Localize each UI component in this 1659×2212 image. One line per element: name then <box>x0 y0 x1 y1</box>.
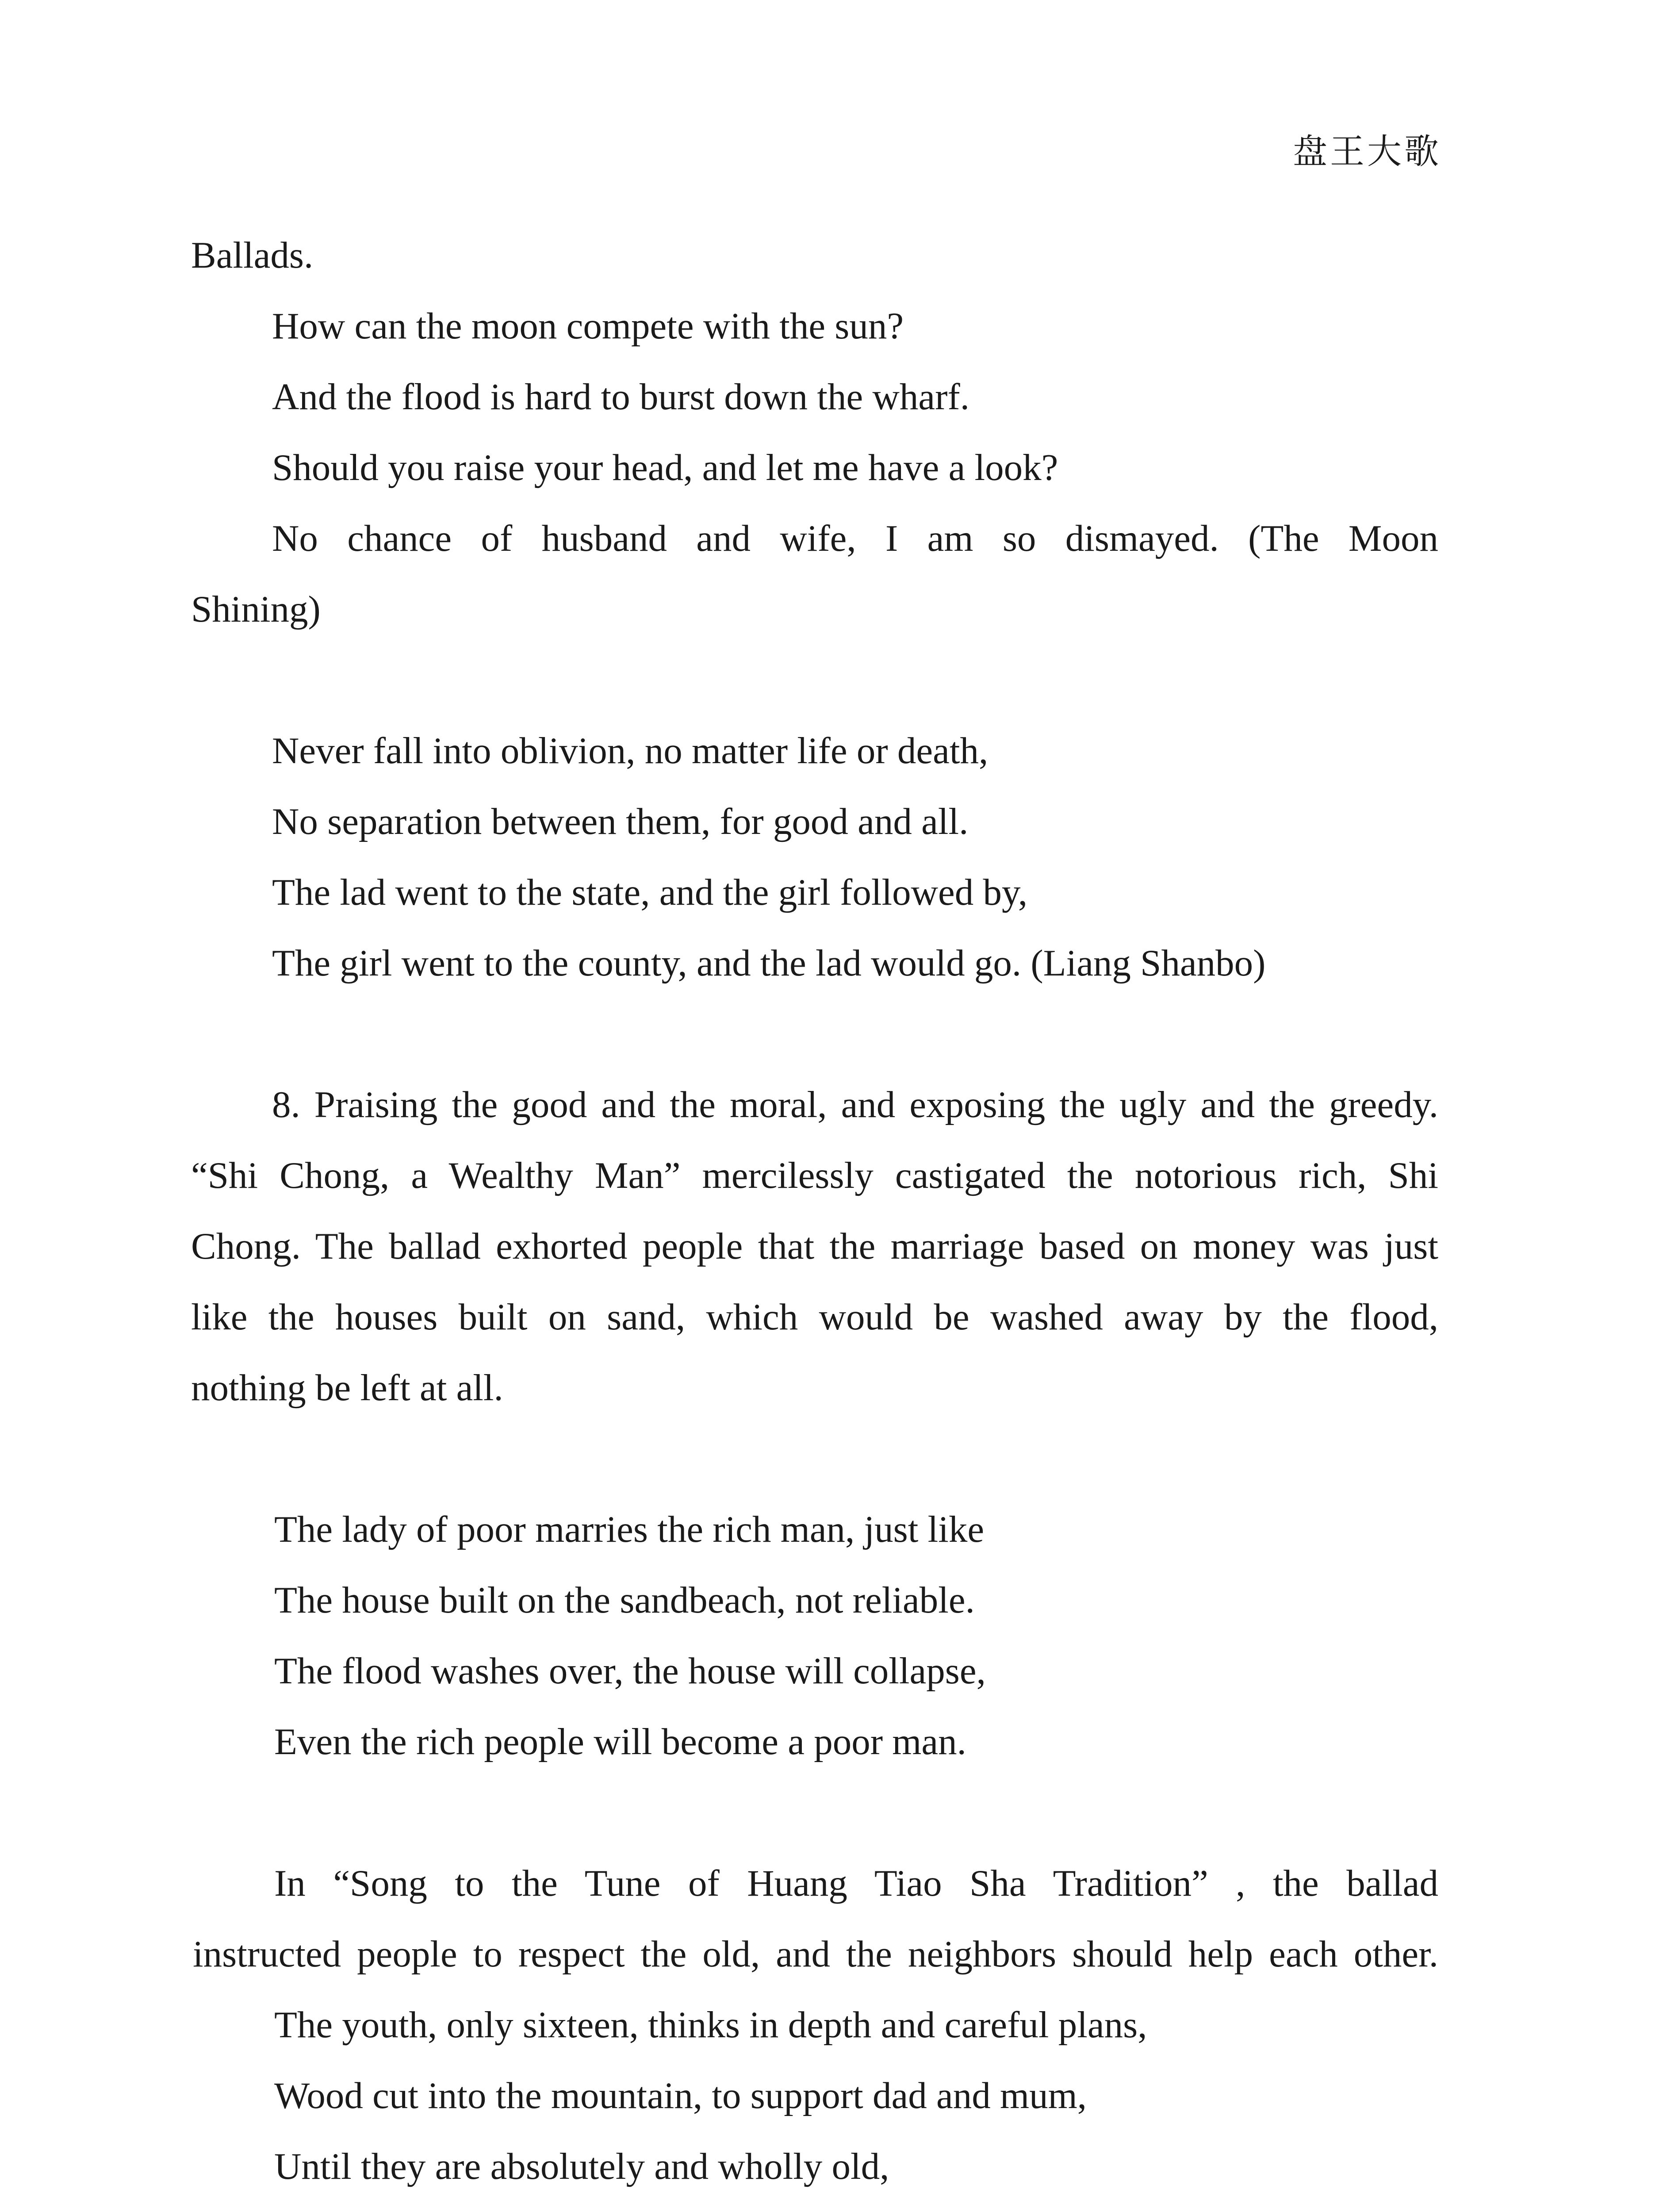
verse-line: Shining) <box>191 588 321 630</box>
verse-line: How can the moon compete with the sun? <box>272 305 904 347</box>
verse-line: And the flood is hard to burst down the wharf. <box>272 376 969 418</box>
paragraph-line: instructed people to respect the old, and the neighbors should help each other. <box>193 1933 1438 1975</box>
paragraph-line: nothing be left at all. <box>191 1367 503 1409</box>
paragraph-line: Chong. The ballad exhorted people that the marriage based on money was just <box>191 1225 1438 1267</box>
paragraph-line: “Shi Chong, a Wealthy Man” mercilessly castigated the notorious rich, Shi <box>191 1155 1438 1196</box>
verse-line: No chance of husband and wife, I am so dismayed. (The Moon <box>272 518 1438 559</box>
verse-line: Never fall into oblivion, no matter life or death, <box>272 730 989 772</box>
verse-line: The house built on the sandbeach, not reliable. <box>274 1579 975 1621</box>
verse-line: Should you raise your head, and let me have a look? <box>272 447 1058 488</box>
paragraph-fragment: Ballads. <box>191 234 314 276</box>
verse-line: Even the rich people will become a poor man. <box>274 1721 966 1763</box>
verse-line: The flood washes over, the house will collapse, <box>274 1650 986 1692</box>
verse-line: The youth, only sixteen, thinks in depth and careful plans, <box>274 2004 1147 2046</box>
paragraph-line: like the houses built on sand, which would be washed away by the flood, <box>191 1296 1438 1338</box>
verse-line: Wood cut into the mountain, to support dad and mum, <box>274 2075 1087 2116</box>
paragraph-line: 8. Praising the good and the moral, and exposing the ugly and the greedy. <box>272 1084 1438 1125</box>
verse-line: The girl went to the county, and the lad would go. (Liang Shanbo) <box>272 942 1266 984</box>
running-header: 盘王大歌 <box>1292 132 1441 172</box>
verse-line: The lad went to the state, and the girl followed by, <box>272 872 1028 913</box>
verse-line: No separation between them, for good and all. <box>272 801 969 842</box>
paragraph-line: In “Song to the Tune of Huang Tiao Sha Tradition” , the ballad <box>274 1863 1438 1904</box>
verse-line: The lady of poor marries the rich man, just like <box>274 1509 985 1550</box>
verse-line: Until they are absolutely and wholly old, <box>274 2146 889 2187</box>
